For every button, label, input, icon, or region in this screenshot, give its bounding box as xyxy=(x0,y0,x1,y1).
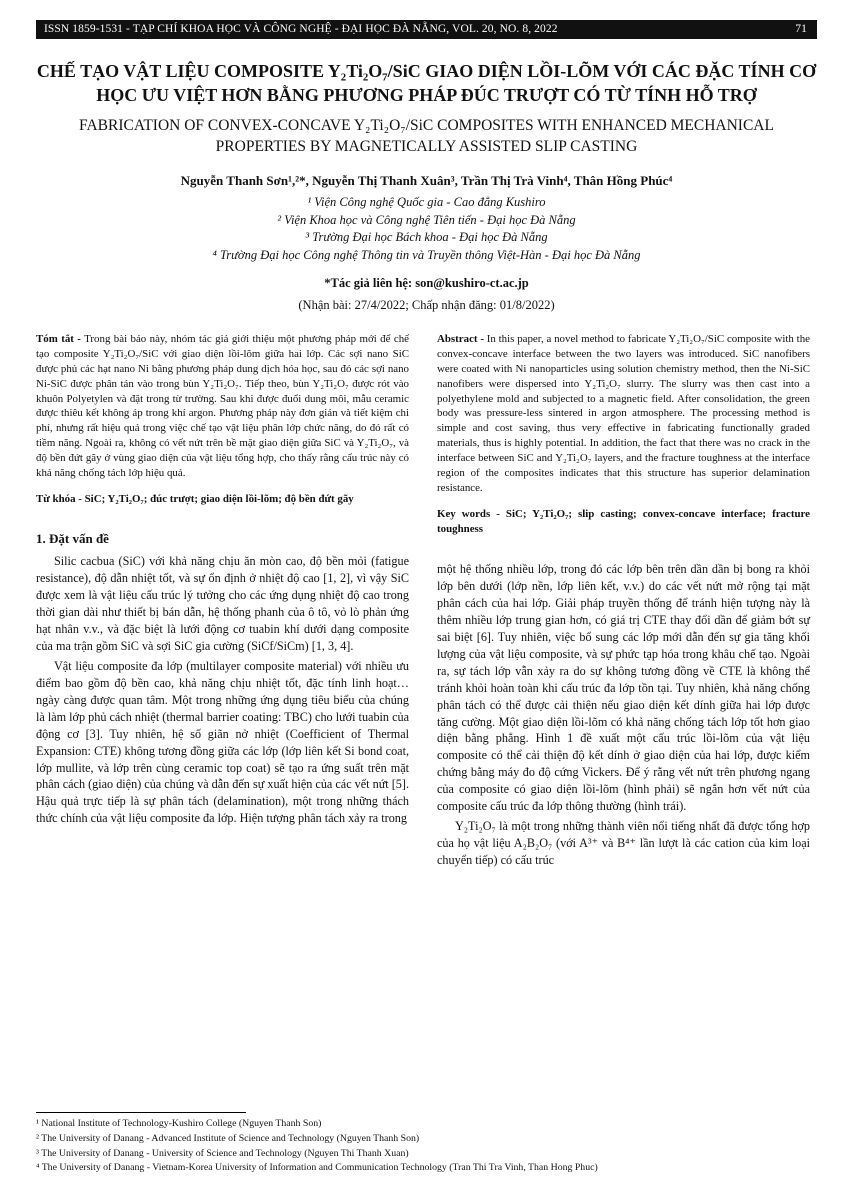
keywords-en xyxy=(437,507,810,537)
paper-title-en: FABRICATION OF CONVEX-CONCAVE Y₂Ti₂O₇/SiC COMPOSITES WITH ENHANCED MECHANICAL PROPERTIES BY MAGNETICALLY ASSISTED SLIP CASTING xyxy=(79,117,774,155)
page-number: 71 xyxy=(795,23,807,35)
body-paragraph: Silic cacbua (SiC) với khả năng chịu ăn mòn cao, độ bền mỏi (fatigue resistance), độ dẫn nhiệt tốt, và sự ổn định ở nhiệt độ cao [1, 2], vì vậy SiC được xem là vật liệu cấu trúc lý tưởng cho các ứng dụng nhiệt độ cao trong thời gian dài như thiết bị bán dẫn, hệ thống phanh của ô tô, vỏ lò phản ứng hạt nhân v.v., và đặc biệt là lưới động cơ tuabin khí dưới dạng composite của ma trận gồm SiC và sợi SiC gia cường (SiCf/SiCm) [1, 3, 4]. xyxy=(36,554,409,653)
keywords-vi-text: SiC; Y₂Ti₂O₇; đúc trượt; giao diện lồi-lõm; độ bền đứt gãy xyxy=(84,493,354,506)
right-column xyxy=(437,332,810,869)
affiliation-line: ⁴ Trường Đại học Công nghệ Thông tin và Truyền thông Việt-Hàn - Đại học Đà Nẵng xyxy=(212,248,641,262)
body-paragraph: Vật liệu composite đa lớp (multilayer composite material) với nhiều ưu điểm bao gồm độ bền cao, khả năng chịu nhiệt tốt, đặc tính linh hoạt… ngày càng được quan tâm. Một trong những ứng dụng tiêu biểu của chúng là làm lớp phủ cách nhiệt (thermal barrier coating: TBC) cho lưới tuabin của động cơ [3]. Tuy nhiên, hệ số giãn nở nhiệt (Coefficient of Thermal Expansion: CTE) không tương đồng giữa các lớp (lớp liên kết Si bond coat, lớp mullite, và lớp trên cùng ceramic top coat) sẽ tạo ra ứng suất trên mặt phân cách (giao diện) của chúng và dẫn đến sự xuất hiện của các vết nứt [5]. Hậu quả trực tiếp là sự phân tách (delamination), một trong những thách thức chính của vật liệu composite đa lớp. Hiện tượng phân tách xảy ra trong xyxy=(36,658,409,826)
journal-header xyxy=(36,20,817,39)
body-paragraph: một hệ thống nhiều lớp, trong đó các lớp bên trên dần dần bị bong ra khỏi lớp bên dưới (lớp nền, lớp liên kết, v.v.) do các vết nứt mở rộng tại mặt phân cách của hai lớp. Giải pháp truyền thống để tránh hiện tượng này là thêm nhiều lớp trung gian hơn, có giá trị CTE thay đổi dần để giảm bớt sự sai biệt [6]. Tuy nhiên, việc bổ sung các lớp mới dẫn đến sự gia tăng khối lượng của vật liệu composite, và sự phức tạp hóa trong khâu chế tạo. Ngoài ra, sự tách lớp vẫn xảy ra do sự không tương đồng về CTE là không thể tránh khỏi hoàn toàn khi cấu trúc đa lớp tồn tại. Tuy nhiên, khả năng chống phân tách có thể được cải thiện nếu giao diện kết dính giữa hai lớp được tăng cường. Một giao diện lồi-lõm có khả năng chống tách lớp tốt hơn giao diện bằng phẳng. Hình 1 đề xuất một cấu trúc lồi-lõm của vật liệu composite có thể cải thiện độ kết dính ở giao diện của hai lớp, được kiểm chứng bằng máy đo độ cứng Vickers. Để ý rằng vết nứt trên phương ngang của composite có giao diện lồi-lõm (hình phải) sẽ ngắn hơn vết nứt của composite cấu trúc đa lớp thông thường (hình trái). xyxy=(437,561,810,814)
keywords-vi xyxy=(36,492,409,507)
affiliation-line: ¹ Viện Công nghệ Quốc gia - Cao đẳng Kushiro xyxy=(307,194,546,209)
journal-header-line: ISSN 1859-1531 - TẠP CHÍ KHOA HỌC VÀ CÔNG NGHỆ - ĐẠI HỌC ĐÀ NẴNG, VOL. 20, NO. 8, 2022 xyxy=(44,23,558,35)
affiliation-line: ² Viện Khoa học và Công nghệ Tiên tiến - Đại học Đà Nẵng xyxy=(277,212,576,227)
abstract-en-label: Abstract - xyxy=(437,332,484,345)
abstract-vi-text: Trong bài báo này, nhóm tác giả giới thiệu một phương pháp mới để chế tạo composite Y₂Ti₂O₇/SiC với giao diện lồi-lõm giữa hai lớp. Các sợi nano SiC được phủ các hạt nano Ni bằng phương pháp dung dịch hóa học, sau đó các sợi nano Ni-SiC được phân tán vào trong bùn Y₂Ti₂O₇. Tiếp theo, bùn Y₂Ti₂O₇ được rót vào khuôn Polyetylen và đặt trong từ trường. Sau khi được đuổi dung môi, mẫu ceramic được thiêu kết không áp trong khí argon. Phương pháp này đơn giản và tiết kiệm chi phí, nhưng rất hiệu quả trong việc chế tạo vật liệu phân lớp chức năng, do đó rất có tiềm năng. Ngoài ra, không có vết nứt trên bề mặt giao diện giữa SiC và Y₂Ti₂O₇, và độ bền đứt gãy ở vùng giao diện của vật liệu tổng hợp, cho thấy rằng cấu trúc này có khả năng chống tách lớp hiệu quả. xyxy=(36,332,409,480)
abstract-vi xyxy=(36,332,409,481)
footnote-line: ⁴ The University of Danang - Vietnam-Korea University of Information and Communication Technology (Tran Thi Tra Vinh, Than Hong Phuc) xyxy=(36,1162,598,1174)
keywords-en-text: SiC; Y₂Ti₂O₇; slip casting; convex-concave interface; fracture toughness xyxy=(437,508,810,535)
footnote-rule xyxy=(36,1112,246,1113)
footnote-line: ² The University of Danang - Advanced Institute of Science and Technology (Nguyen Thanh Son) xyxy=(36,1132,420,1144)
footnote-line: ³ The University of Danang - University of Science and Technology (Nguyen Thi Thanh Xuan) xyxy=(36,1147,409,1159)
corresponding-author-line: *Tác giả liên hệ: son@kushiro-ct.ac.jp xyxy=(324,275,529,290)
footnotes-block xyxy=(36,1112,817,1176)
keywords-vi-label: Từ khóa - xyxy=(36,493,82,506)
authors-line: Nguyễn Thanh Sơn¹,²*, Nguyễn Thị Thanh Xuân³, Trần Thị Trà Vinh⁴, Thân Hồng Phúc⁴ xyxy=(180,172,673,188)
affiliations-block xyxy=(36,194,817,265)
left-column xyxy=(36,332,409,869)
paper-title-vi: CHẾ TẠO VẬT LIỆU COMPOSITE Y₂Ti₂O₇/SiC GIAO DIỆN LỒI-LÕM VỚI CÁC ĐẶC TÍNH CƠ HỌC ƯU VIỆT HƠN BẰNG PHƯƠNG PHÁP ĐÚC TRƯỢT CÓ TỪ TÍNH HỖ TRỢ xyxy=(36,61,817,106)
received-accepted-line: (Nhận bài: 27/4/2022; Chấp nhận đăng: 01/8/2022) xyxy=(298,297,555,312)
body-paragraph: Y₂Ti₂O₇ là một trong những thành viên nổi tiếng nhất đã được tổng hợp của họ vật liệu A₂B₂O₇ (với A³⁺ và B⁴⁺ lần lượt là các cation của kim loại chuyển tiếp) có cấu trúc xyxy=(437,819,810,868)
abstract-vi-label: Tóm tắt - xyxy=(36,332,81,345)
affiliation-line: ³ Trường Đại học Bách khoa - Đại học Đà Nẵng xyxy=(305,230,548,245)
footnote-line: ¹ National Institute of Technology-Kushiro College (Nguyen Thanh Son) xyxy=(36,1118,322,1130)
abstract-en-text: In this paper, a novel method to fabricate Y₂Ti₂O₇/SiC composite with the convex-concave interface between the two layers was introduced. SiC nanofibers were coated with Ni nanoparticles using solution chemistry method, then the Ni-SiC nanofibers were dispersed into Y₂Ti₂O₇ slurry. The slurry was then cast into a polyethylene mold and subjected to a magnetic field. After consolidation, the green body was pressure-less sintered in argon atmosphere. The processing method is simple and cost saving, thus very effective in fabricating functionally graded materials, thus is highly potential. In addition, the fact that there was no crack in the interface between SiC and Y₂Ti₂O₇ layers, and the fracture toughness at the interface region of the composites indicates that this structure has superior delamination resistance. xyxy=(437,332,810,495)
two-column-body xyxy=(36,332,817,869)
keywords-en-label: Key words - xyxy=(437,508,500,521)
abstract-en xyxy=(437,332,810,496)
section-1-heading: 1. Đặt vấn đề xyxy=(36,531,109,547)
